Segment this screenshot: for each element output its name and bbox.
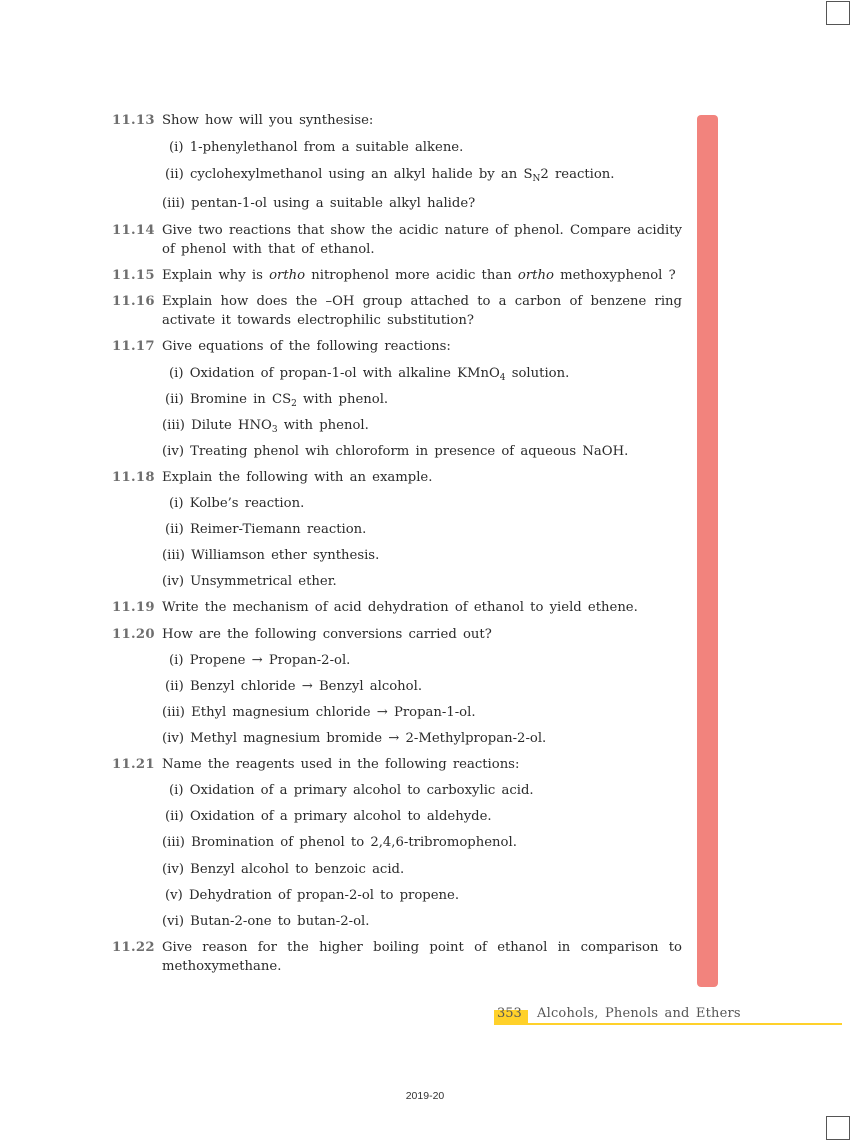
exercise-side-bar bbox=[697, 115, 718, 987]
sub-item bbox=[165, 390, 388, 414]
sub-label: (iii) bbox=[162, 835, 185, 850]
question-text: Name the reagents used in the following reactions: bbox=[162, 757, 520, 772]
question-number: 11.14 bbox=[112, 223, 155, 238]
question-text: Give two reactions that show the acidic nature of phenol. Compare acidity of phenol with that of ethanol. bbox=[162, 223, 682, 257]
sub-text: 1-phenylethanol from a suitable alkene. bbox=[189, 140, 464, 155]
sub-item bbox=[165, 165, 614, 189]
sub-text-after: 2 reaction. bbox=[540, 167, 615, 182]
sub-label: (iii) bbox=[162, 196, 185, 211]
sub-item bbox=[169, 651, 350, 670]
sub-text: cyclohexylmethanol using an alkyl halide by an S bbox=[189, 167, 533, 182]
sub-text: Reimer-Tiemann reaction. bbox=[189, 522, 367, 537]
running-footer-title: Alcohols, Phenols and Ethers bbox=[537, 1006, 741, 1021]
subscript: 4 bbox=[499, 373, 506, 383]
sub-label: (ii) bbox=[165, 809, 184, 824]
sub-item bbox=[162, 912, 369, 931]
sub-item bbox=[162, 572, 337, 591]
sub-label: (ii) bbox=[165, 522, 184, 537]
sub-text: Unsymmetrical ether. bbox=[190, 574, 337, 589]
question-number: 11.13 bbox=[112, 113, 155, 128]
edition-year: 2019-20 bbox=[405, 1090, 445, 1102]
question-11-13 bbox=[112, 111, 682, 130]
sub-label: (iii) bbox=[162, 418, 185, 433]
question-text: How are the following conversions carried out? bbox=[162, 627, 492, 642]
sub-item bbox=[162, 546, 379, 565]
question-11-16 bbox=[112, 292, 682, 330]
sub-label: (v) bbox=[165, 888, 183, 903]
sub-item bbox=[165, 677, 422, 696]
question-number: 11.15 bbox=[112, 268, 155, 283]
sub-text: Kolbe’s reaction. bbox=[189, 496, 305, 511]
sub-text: Oxidation of propan-1-ol with alkaline KMnO bbox=[189, 366, 500, 381]
sub-text: Benzyl chloride → Benzyl alcohol. bbox=[189, 679, 423, 694]
sub-label: (vi) bbox=[162, 914, 184, 929]
sub-text: Bromination of phenol to 2,4,6-tribromophenol. bbox=[191, 835, 517, 850]
question-text: Give reason for the higher boiling point of ethanol in comparison to methoxymethane. bbox=[162, 940, 682, 974]
sub-text: Ethyl magnesium chloride → Propan-1-ol. bbox=[191, 705, 476, 720]
sub-label: (iii) bbox=[162, 548, 185, 563]
question-number: 11.16 bbox=[112, 294, 155, 309]
italic-term: ortho bbox=[517, 268, 554, 283]
text-part: Explain why is bbox=[162, 268, 270, 283]
sub-text: Benzyl alcohol to benzoic acid. bbox=[190, 862, 405, 877]
sub-item bbox=[169, 494, 304, 513]
sub-text: Butan-2-one to butan-2-ol. bbox=[190, 914, 370, 929]
sub-label: (ii) bbox=[165, 679, 184, 694]
sub-text: Williamson ether synthesis. bbox=[191, 548, 380, 563]
sub-label: (ii) bbox=[165, 392, 184, 407]
sub-item bbox=[162, 860, 404, 879]
question-text: Give equations of the following reactions: bbox=[162, 339, 451, 354]
question-number: 11.17 bbox=[112, 339, 155, 354]
sub-text: Treating phenol wih chloroform in presence of aqueous NaOH. bbox=[190, 444, 629, 459]
question-11-20 bbox=[112, 625, 682, 644]
sub-item bbox=[169, 781, 534, 800]
sub-label: (iv) bbox=[162, 444, 184, 459]
sub-item bbox=[165, 520, 366, 539]
question-11-14 bbox=[112, 221, 682, 259]
question-number: 11.22 bbox=[112, 940, 155, 955]
subscript: 2 bbox=[291, 399, 297, 409]
sub-label: (iv) bbox=[162, 731, 184, 746]
sub-text: Propene → Propan-2-ol. bbox=[189, 653, 351, 668]
footer-rule bbox=[494, 1023, 842, 1025]
sub-label: (i) bbox=[169, 496, 184, 511]
sub-label: (ii) bbox=[165, 167, 184, 182]
sub-item bbox=[162, 416, 369, 440]
sub-label: (iv) bbox=[162, 862, 184, 877]
sub-label: (i) bbox=[169, 653, 184, 668]
sub-label: (iii) bbox=[162, 705, 185, 720]
sub-label: (iv) bbox=[162, 574, 184, 589]
sub-item bbox=[162, 729, 546, 748]
subscript: 3 bbox=[271, 425, 278, 435]
corner-registration-mark-bottom bbox=[826, 1116, 850, 1140]
sub-text-after: with phenol. bbox=[296, 392, 389, 407]
sub-text: pentan-1-ol using a suitable alkyl halide? bbox=[191, 196, 476, 211]
corner-registration-mark-top bbox=[826, 1, 850, 25]
italic-term: ortho bbox=[269, 268, 306, 283]
sub-item bbox=[165, 886, 459, 905]
question-number: 11.19 bbox=[112, 600, 155, 615]
sub-label: (i) bbox=[169, 140, 184, 155]
subscript: N bbox=[532, 174, 541, 184]
question-number: 11.21 bbox=[112, 757, 155, 772]
sub-text: Dilute HNO bbox=[191, 418, 272, 433]
sub-text: Oxidation of a primary alcohol to aldehyde. bbox=[189, 809, 492, 824]
sub-label: (i) bbox=[169, 783, 184, 798]
question-11-17 bbox=[112, 337, 682, 356]
sub-text: Bromine in CS bbox=[189, 392, 292, 407]
text-part: nitrophenol more acidic than bbox=[305, 268, 518, 283]
sub-text: Oxidation of a primary alcohol to carboxylic acid. bbox=[189, 783, 534, 798]
sub-label: (i) bbox=[169, 366, 184, 381]
sub-text: Methyl magnesium bromide → 2-Methylpropan-2-ol. bbox=[190, 731, 547, 746]
sub-item bbox=[162, 442, 628, 461]
question-text: Explain how does the –OH group attached to a carbon of benzene ring activate it towards electrophilic substitution? bbox=[162, 294, 682, 328]
sub-text-after: with phenol. bbox=[277, 418, 369, 433]
question-11-19 bbox=[112, 598, 682, 617]
sub-item bbox=[165, 807, 492, 826]
question-text: Write the mechanism of acid dehydration of ethanol to yield ethene. bbox=[162, 600, 638, 615]
question-text bbox=[162, 266, 682, 285]
sub-item bbox=[169, 138, 463, 157]
question-number: 11.20 bbox=[112, 627, 155, 642]
text-part: methoxyphenol ? bbox=[553, 268, 676, 283]
sub-text: Dehydration of propan-2-ol to propene. bbox=[188, 888, 460, 903]
sub-item bbox=[162, 833, 517, 852]
sub-item bbox=[162, 703, 476, 722]
question-number: 11.18 bbox=[112, 470, 155, 485]
question-text: Explain the following with an example. bbox=[162, 470, 433, 485]
sub-item bbox=[162, 194, 475, 213]
sub-item bbox=[169, 364, 569, 388]
page-number: 353 bbox=[497, 1006, 522, 1021]
question-11-21 bbox=[112, 755, 682, 774]
sub-text-after: solution. bbox=[505, 366, 570, 381]
question-text: Show how will you synthesise: bbox=[162, 113, 374, 128]
question-11-15 bbox=[112, 266, 682, 285]
question-11-22 bbox=[112, 938, 682, 976]
question-11-18 bbox=[112, 468, 682, 487]
